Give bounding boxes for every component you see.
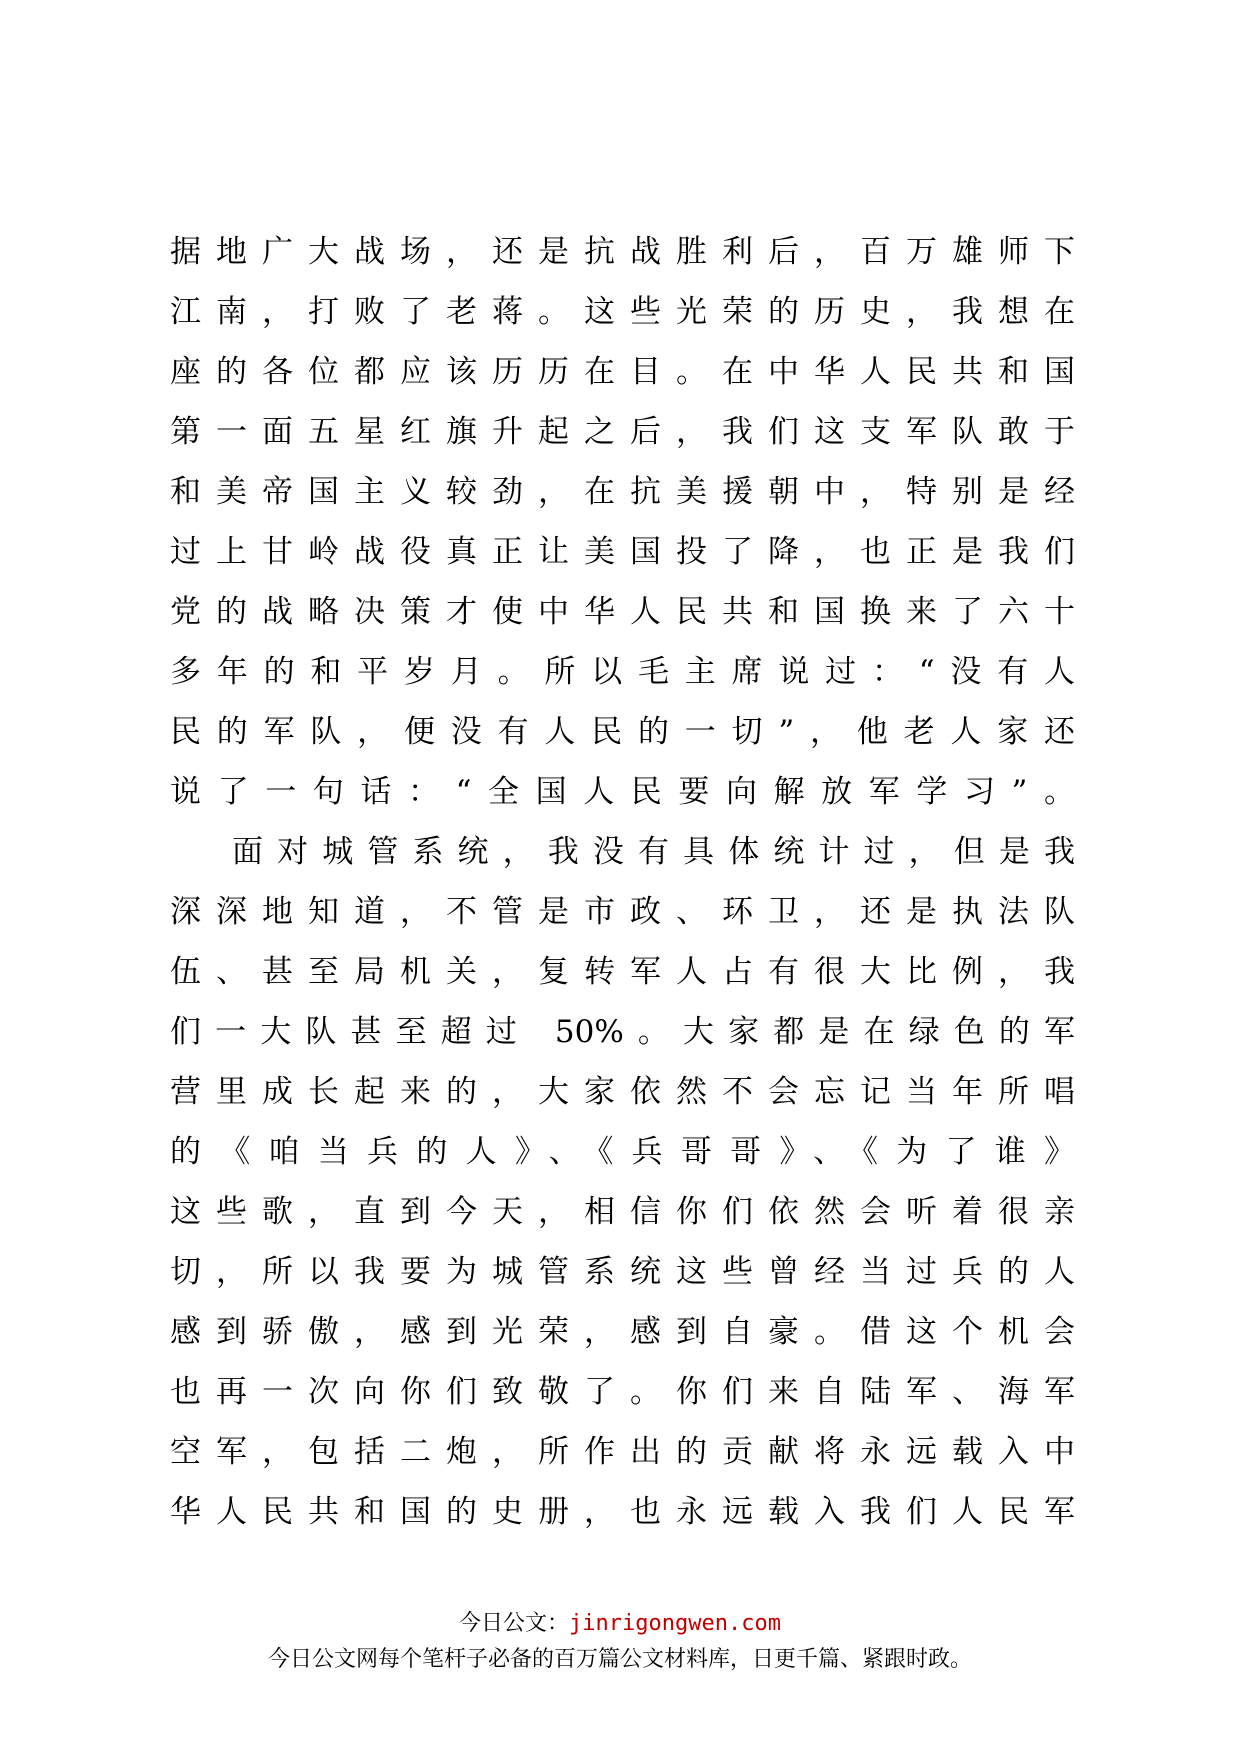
body-line: 伍、甚至局机关，复转军人占有很大比例，我 — [170, 954, 1075, 990]
body-line: 营里成长起来的，大家依然不会忘记当年所唱 — [170, 1074, 1075, 1110]
body-line: 多年的和平岁月。所以毛主席说过：“没有人 — [170, 654, 1075, 690]
body-line: 的《咱当兵的人》、《兵哥哥》、《为了谁》 — [170, 1134, 1075, 1170]
document-body — [170, 222, 1075, 1542]
footer-site-label: 今日公文： — [459, 1611, 570, 1636]
body-line: 过上甘岭战役真正让美国投了降，也正是我们 — [170, 534, 1075, 570]
body-line: 也再一次向你们致敬了。你们来自陆军、海军 — [170, 1374, 1075, 1410]
body-line: 江南，打败了老蒋。这些光荣的历史，我想在 — [170, 294, 1075, 330]
body-line: 这些歌，直到今天，相信你们依然会听着很亲 — [170, 1194, 1075, 1230]
body-line: 说了一句话：“全国人民要向解放军学习”。 — [170, 774, 1075, 810]
footer-tagline: 今日公文网每个笔杆子必备的百万篇公文材料库，日更千篇、紧跟时政。 — [267, 1647, 972, 1672]
body-line: 第一面五星红旗升起之后，我们这支军队敢于 — [170, 414, 1075, 450]
footer-site-url[interactable]: jinrigongwen.com — [569, 1611, 781, 1636]
body-line: 据地广大战场，还是抗战胜利后，百万雄师下 — [170, 234, 1075, 270]
body-line: 座的各位都应该历历在目。在中华人民共和国 — [170, 354, 1075, 390]
body-line: 和美帝国主义较劲，在抗美援朝中，特别是经 — [170, 474, 1075, 510]
body-line: 空军，包括二炮，所作出的贡献将永远载入中 — [170, 1434, 1075, 1470]
body-line: 切，所以我要为城管系统这些曾经当过兵的人 — [170, 1254, 1075, 1290]
body-line: 华人民共和国的史册，也永远载入我们人民军 — [170, 1494, 1075, 1530]
body-line: 党的战略决策才使中华人民共和国换来了六十 — [170, 594, 1075, 630]
body-line: 们一大队甚至超过 50%。大家都是在绿色的军 — [170, 1014, 1075, 1050]
body-line: 民的军队，便没有人民的一切”，他老人家还 — [170, 714, 1075, 750]
body-line: 感到骄傲，感到光荣，感到自豪。借这个机会 — [170, 1314, 1075, 1350]
body-line: 深深地知道，不管是市政、环卫，还是执法队 — [170, 894, 1075, 930]
footer-site — [0, 1606, 1240, 1637]
paragraph-start-line: 面对城管系统，我没有具体统计过，但是我 — [232, 834, 1075, 870]
